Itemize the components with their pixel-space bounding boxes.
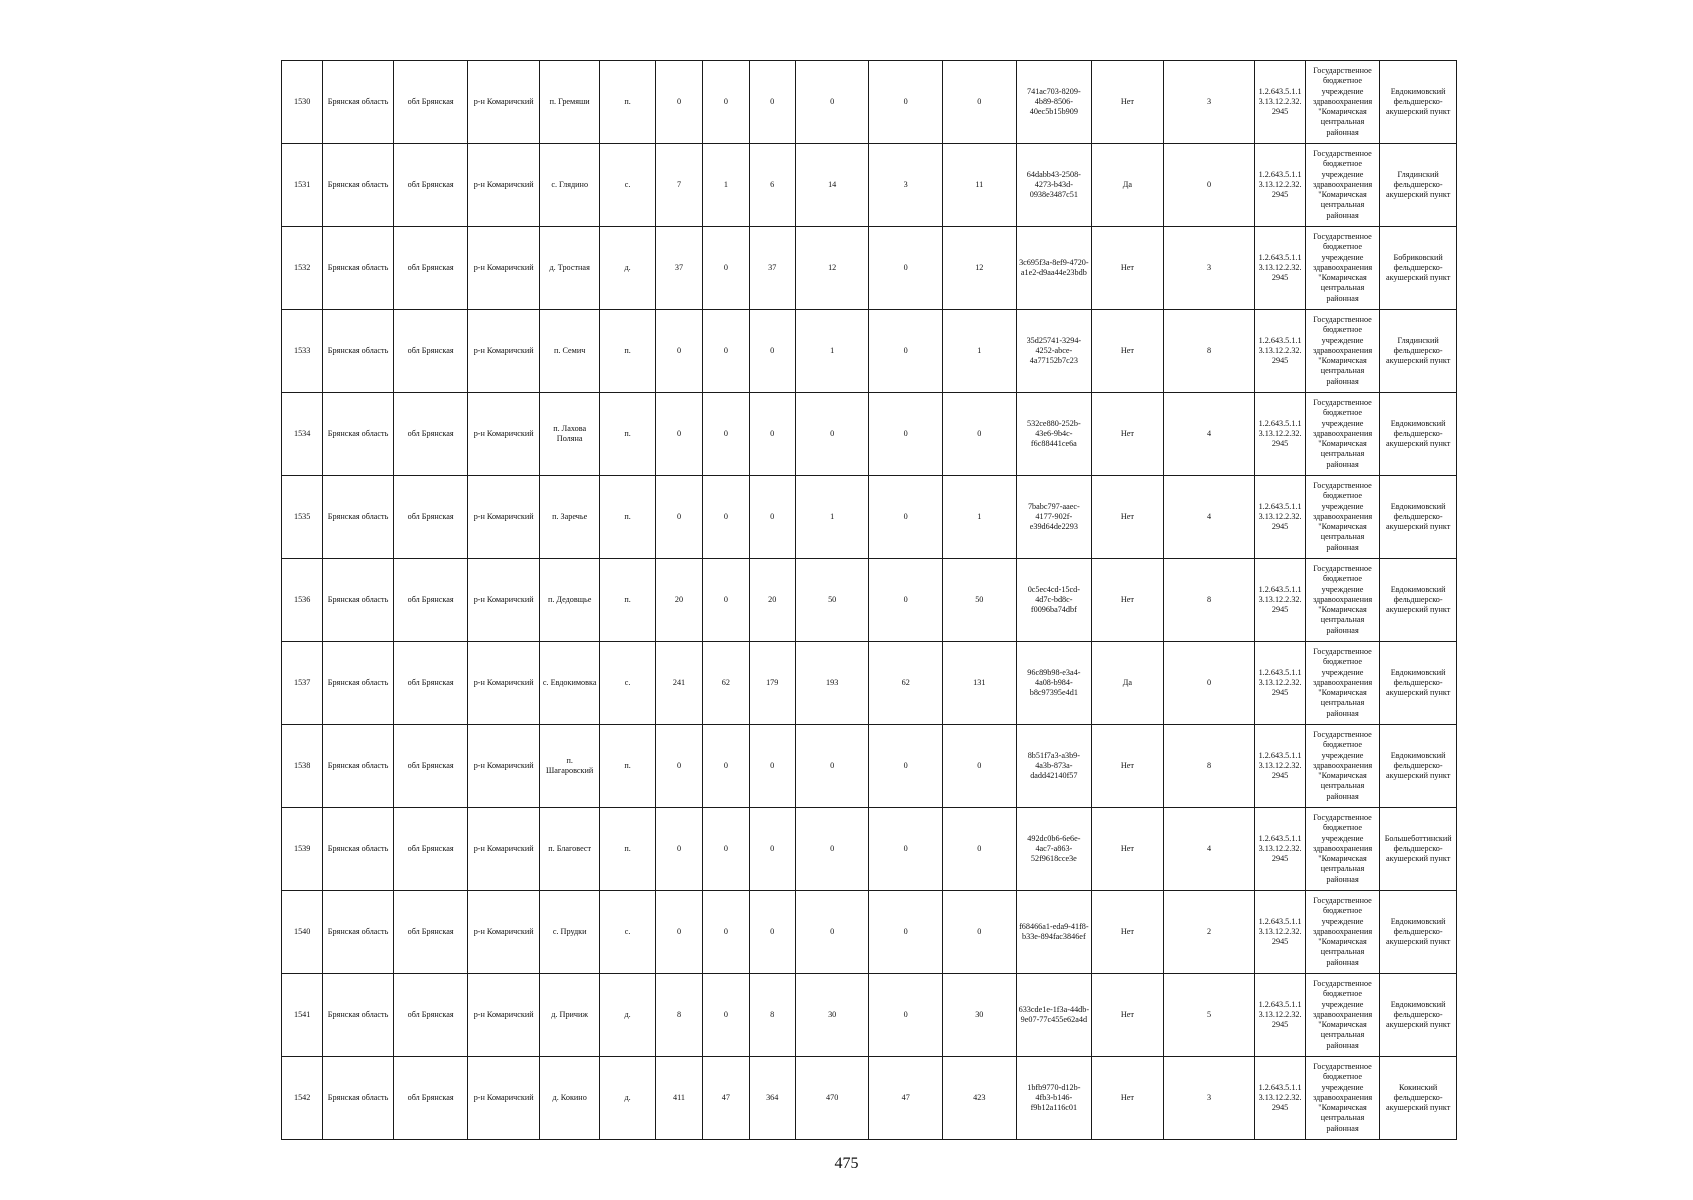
region-cell: Брянская область	[323, 725, 394, 808]
region-cell: Брянская область	[323, 808, 394, 891]
settlement-type-cell: п.	[600, 476, 655, 559]
district-cell: р-н Комаричский	[468, 1057, 540, 1140]
value-cell-4: 193	[795, 642, 869, 725]
oid-cell: 1.2.643.5.1.13.13.12.2.32.2945	[1255, 144, 1305, 227]
district-cell: р-н Комаричский	[468, 725, 540, 808]
organization-cell: Государственное бюджетное учреждение здравоохранения "Комаричская центральная районная	[1305, 559, 1380, 642]
value-cell-1: 411	[655, 1057, 702, 1140]
settlement-cell: п. Гремяши	[539, 61, 599, 144]
value-cell-4: 0	[795, 725, 869, 808]
oblast-cell: обл Брянская	[393, 310, 468, 393]
row-number: 1542	[282, 1057, 323, 1140]
flag-cell: Нет	[1092, 227, 1164, 310]
value-cell-2: 0	[703, 725, 749, 808]
value-cell-2: 0	[703, 61, 749, 144]
region-cell: Брянская область	[323, 61, 394, 144]
value-cell-5: 0	[869, 808, 943, 891]
value-cell-3: 0	[749, 61, 795, 144]
organization-cell: Государственное бюджетное учреждение здравоохранения "Комаричская центральная районная	[1305, 725, 1380, 808]
value-cell-4: 1	[795, 476, 869, 559]
code-cell: 8	[1163, 310, 1255, 393]
document-sheet	[281, 60, 1457, 1140]
oblast-cell: обл Брянская	[393, 725, 468, 808]
row-number: 1533	[282, 310, 323, 393]
value-cell-3: 0	[749, 725, 795, 808]
guid-cell: 532ce880-252b-43e6-9b4c-f6c88441ce6a	[1016, 393, 1092, 476]
row-number: 1537	[282, 642, 323, 725]
value-cell-5: 0	[869, 61, 943, 144]
district-cell: р-н Комаричский	[468, 974, 540, 1057]
oid-cell: 1.2.643.5.1.13.13.12.2.32.2945	[1255, 642, 1305, 725]
code-cell: 0	[1163, 144, 1255, 227]
code-cell: 5	[1163, 974, 1255, 1057]
value-cell-5: 0	[869, 310, 943, 393]
oblast-cell: обл Брянская	[393, 974, 468, 1057]
facility-cell: Евдокимовский фельдшерско-акушерский пункт	[1380, 974, 1457, 1057]
value-cell-1: 0	[655, 310, 702, 393]
code-cell: 2	[1163, 891, 1255, 974]
value-cell-1: 0	[655, 725, 702, 808]
flag-cell: Нет	[1092, 476, 1164, 559]
district-cell: р-н Комаричский	[468, 891, 540, 974]
district-cell: р-н Комаричский	[468, 310, 540, 393]
guid-cell: 7babc797-aaec-4177-902f-e39d64de2293	[1016, 476, 1092, 559]
value-cell-2: 0	[703, 559, 749, 642]
settlement-type-cell: д.	[600, 1057, 655, 1140]
settlement-cell: с. Глядино	[539, 144, 599, 227]
flag-cell: Нет	[1092, 974, 1164, 1057]
oid-cell: 1.2.643.5.1.13.13.12.2.32.2945	[1255, 725, 1305, 808]
table-row	[282, 61, 1457, 144]
value-cell-1: 241	[655, 642, 702, 725]
value-cell-6: 30	[943, 974, 1017, 1057]
district-cell: р-н Комаричский	[468, 227, 540, 310]
settlement-cell: д. Кокино	[539, 1057, 599, 1140]
table-row	[282, 476, 1457, 559]
guid-cell: f68466a1-eda9-41f8-b33e-894fac3846ef	[1016, 891, 1092, 974]
value-cell-2: 0	[703, 891, 749, 974]
value-cell-6: 1	[943, 310, 1017, 393]
guid-cell: 8b51f7a3-a3b9-4a3b-873a-dadd42140f57	[1016, 725, 1092, 808]
settlement-cell: п. Лахова Поляна	[539, 393, 599, 476]
value-cell-2: 0	[703, 227, 749, 310]
value-cell-1: 0	[655, 476, 702, 559]
value-cell-5: 62	[869, 642, 943, 725]
facility-cell: Глядинский фельдшерско-акушерский пункт	[1380, 144, 1457, 227]
value-cell-3: 364	[749, 1057, 795, 1140]
value-cell-5: 3	[869, 144, 943, 227]
settlement-type-cell: п.	[600, 61, 655, 144]
code-cell: 3	[1163, 61, 1255, 144]
oblast-cell: обл Брянская	[393, 476, 468, 559]
oblast-cell: обл Брянская	[393, 891, 468, 974]
organization-cell: Государственное бюджетное учреждение здравоохранения "Комаричская центральная районная	[1305, 476, 1380, 559]
value-cell-6: 131	[943, 642, 1017, 725]
facility-cell: Евдокимовский фельдшерско-акушерский пункт	[1380, 891, 1457, 974]
oblast-cell: обл Брянская	[393, 1057, 468, 1140]
settlement-cell: п. Заречье	[539, 476, 599, 559]
settlement-cell: д. Причиж	[539, 974, 599, 1057]
value-cell-4: 0	[795, 393, 869, 476]
value-cell-4: 14	[795, 144, 869, 227]
oid-cell: 1.2.643.5.1.13.13.12.2.32.2945	[1255, 891, 1305, 974]
value-cell-6: 12	[943, 227, 1017, 310]
settlement-cell: п. Семич	[539, 310, 599, 393]
settlement-type-cell: п.	[600, 808, 655, 891]
value-cell-1: 8	[655, 974, 702, 1057]
flag-cell: Нет	[1092, 61, 1164, 144]
organization-cell: Государственное бюджетное учреждение здравоохранения "Комаричская центральная районная	[1305, 393, 1380, 476]
value-cell-3: 6	[749, 144, 795, 227]
row-number: 1536	[282, 559, 323, 642]
oid-cell: 1.2.643.5.1.13.13.12.2.32.2945	[1255, 559, 1305, 642]
district-cell: р-н Комаричский	[468, 808, 540, 891]
oid-cell: 1.2.643.5.1.13.13.12.2.32.2945	[1255, 808, 1305, 891]
value-cell-2: 0	[703, 974, 749, 1057]
value-cell-5: 47	[869, 1057, 943, 1140]
code-cell: 0	[1163, 642, 1255, 725]
flag-cell: Нет	[1092, 310, 1164, 393]
value-cell-6: 50	[943, 559, 1017, 642]
table-row	[282, 144, 1457, 227]
facility-cell: Глядинский фельдшерско-акушерский пункт	[1380, 310, 1457, 393]
flag-cell: Нет	[1092, 559, 1164, 642]
oid-cell: 1.2.643.5.1.13.13.12.2.32.2945	[1255, 974, 1305, 1057]
value-cell-3: 0	[749, 891, 795, 974]
guid-cell: 633cde1e-1f3a-44db-9e07-77c455e62a4d	[1016, 974, 1092, 1057]
code-cell: 3	[1163, 1057, 1255, 1140]
code-cell: 3	[1163, 227, 1255, 310]
value-cell-4: 0	[795, 891, 869, 974]
table-row	[282, 891, 1457, 974]
code-cell: 8	[1163, 725, 1255, 808]
settlement-cell: д. Тростная	[539, 227, 599, 310]
value-cell-2: 62	[703, 642, 749, 725]
organization-cell: Государственное бюджетное учреждение здравоохранения "Комаричская центральная районная	[1305, 144, 1380, 227]
value-cell-1: 0	[655, 393, 702, 476]
oid-cell: 1.2.643.5.1.13.13.12.2.32.2945	[1255, 61, 1305, 144]
organization-cell: Государственное бюджетное учреждение здравоохранения "Комаричская центральная районная	[1305, 974, 1380, 1057]
code-cell: 4	[1163, 476, 1255, 559]
table-row	[282, 227, 1457, 310]
settlement-cell: п. Шагаровский	[539, 725, 599, 808]
value-cell-4: 12	[795, 227, 869, 310]
district-cell: р-н Комаричский	[468, 559, 540, 642]
settlement-cell: п. Благовест	[539, 808, 599, 891]
facility-cell: Большеботтинский фельдшерско-акушерский пункт	[1380, 808, 1457, 891]
table-row	[282, 808, 1457, 891]
settlement-type-cell: с.	[600, 144, 655, 227]
value-cell-2: 0	[703, 808, 749, 891]
flag-cell: Нет	[1092, 393, 1164, 476]
code-cell: 8	[1163, 559, 1255, 642]
table-row	[282, 393, 1457, 476]
settlements-table	[281, 60, 1457, 1140]
value-cell-5: 0	[869, 559, 943, 642]
value-cell-4: 470	[795, 1057, 869, 1140]
district-cell: р-н Комаричский	[468, 144, 540, 227]
table-row	[282, 725, 1457, 808]
value-cell-6: 0	[943, 725, 1017, 808]
row-number: 1541	[282, 974, 323, 1057]
value-cell-4: 1	[795, 310, 869, 393]
value-cell-3: 8	[749, 974, 795, 1057]
value-cell-6: 1	[943, 476, 1017, 559]
facility-cell: Евдокимовский фельдшерско-акушерский пункт	[1380, 61, 1457, 144]
value-cell-4: 50	[795, 559, 869, 642]
facility-cell: Евдокимовский фельдшерско-акушерский пункт	[1380, 559, 1457, 642]
code-cell: 4	[1163, 808, 1255, 891]
value-cell-3: 179	[749, 642, 795, 725]
region-cell: Брянская область	[323, 476, 394, 559]
row-number: 1538	[282, 725, 323, 808]
region-cell: Брянская область	[323, 144, 394, 227]
guid-cell: 64dabb43-2508-4273-b43d-0938e3487c51	[1016, 144, 1092, 227]
facility-cell: Евдокимовский фельдшерско-акушерский пункт	[1380, 725, 1457, 808]
facility-cell: Евдокимовский фельдшерско-акушерский пункт	[1380, 393, 1457, 476]
settlement-type-cell: д.	[600, 227, 655, 310]
guid-cell: 1bfb9770-d12b-4fb3-b146-f9b12a116c01	[1016, 1057, 1092, 1140]
facility-cell: Евдокимовский фельдшерско-акушерский пункт	[1380, 476, 1457, 559]
value-cell-2: 1	[703, 144, 749, 227]
table-row	[282, 1057, 1457, 1140]
guid-cell: 35d25741-3294-4252-abce-4a77152b7c23	[1016, 310, 1092, 393]
row-number: 1539	[282, 808, 323, 891]
value-cell-2: 0	[703, 393, 749, 476]
row-number: 1531	[282, 144, 323, 227]
settlement-cell: с. Евдокимовка	[539, 642, 599, 725]
oblast-cell: обл Брянская	[393, 227, 468, 310]
guid-cell: 741ac703-8209-4b89-8506-40ec5b15b909	[1016, 61, 1092, 144]
table-row	[282, 642, 1457, 725]
value-cell-1: 0	[655, 808, 702, 891]
oid-cell: 1.2.643.5.1.13.13.12.2.32.2945	[1255, 476, 1305, 559]
settlement-cell: п. Дедовщье	[539, 559, 599, 642]
row-number: 1540	[282, 891, 323, 974]
oblast-cell: обл Брянская	[393, 559, 468, 642]
table-row	[282, 559, 1457, 642]
organization-cell: Государственное бюджетное учреждение здравоохранения "Комаричская центральная районная	[1305, 310, 1380, 393]
value-cell-3: 0	[749, 393, 795, 476]
settlement-type-cell: п.	[600, 310, 655, 393]
flag-cell: Да	[1092, 144, 1164, 227]
row-number: 1530	[282, 61, 323, 144]
value-cell-6: 423	[943, 1057, 1017, 1140]
value-cell-5: 0	[869, 393, 943, 476]
value-cell-6: 0	[943, 61, 1017, 144]
region-cell: Брянская область	[323, 559, 394, 642]
settlement-type-cell: д.	[600, 974, 655, 1057]
flag-cell: Да	[1092, 642, 1164, 725]
settlement-type-cell: с.	[600, 642, 655, 725]
value-cell-6: 0	[943, 891, 1017, 974]
district-cell: р-н Комаричский	[468, 61, 540, 144]
value-cell-1: 0	[655, 61, 702, 144]
table-row	[282, 310, 1457, 393]
value-cell-3: 0	[749, 808, 795, 891]
facility-cell: Евдокимовский фельдшерско-акушерский пункт	[1380, 642, 1457, 725]
value-cell-5: 0	[869, 974, 943, 1057]
facility-cell: Кокинский фельдшерско-акушерский пункт	[1380, 1057, 1457, 1140]
organization-cell: Государственное бюджетное учреждение здравоохранения "Комаричская центральная районная	[1305, 61, 1380, 144]
settlement-type-cell: с.	[600, 891, 655, 974]
organization-cell: Государственное бюджетное учреждение здравоохранения "Комаричская центральная районная	[1305, 891, 1380, 974]
region-cell: Брянская область	[323, 974, 394, 1057]
settlement-type-cell: п.	[600, 559, 655, 642]
region-cell: Брянская область	[323, 642, 394, 725]
guid-cell: 3c695f3a-8ef9-4720-a1e2-d9aa44e23bdb	[1016, 227, 1092, 310]
flag-cell: Нет	[1092, 725, 1164, 808]
organization-cell: Государственное бюджетное учреждение здравоохранения "Комаричская центральная районная	[1305, 642, 1380, 725]
flag-cell: Нет	[1092, 891, 1164, 974]
value-cell-5: 0	[869, 476, 943, 559]
facility-cell: Бобриковский фельдшерско-акушерский пункт	[1380, 227, 1457, 310]
oblast-cell: обл Брянская	[393, 61, 468, 144]
value-cell-4: 0	[795, 808, 869, 891]
value-cell-6: 0	[943, 808, 1017, 891]
region-cell: Брянская область	[323, 227, 394, 310]
row-number: 1532	[282, 227, 323, 310]
organization-cell: Государственное бюджетное учреждение здравоохранения "Комаричская центральная районная	[1305, 1057, 1380, 1140]
page-number: 475	[834, 1155, 859, 1172]
settlement-type-cell: п.	[600, 393, 655, 476]
region-cell: Брянская область	[323, 1057, 394, 1140]
oblast-cell: обл Брянская	[393, 393, 468, 476]
row-number: 1534	[282, 393, 323, 476]
guid-cell: 96c89b98-e3a4-4a08-b984-b8c97395e4d1	[1016, 642, 1092, 725]
district-cell: р-н Комаричский	[468, 393, 540, 476]
table-row	[282, 974, 1457, 1057]
value-cell-2: 47	[703, 1057, 749, 1140]
value-cell-1: 37	[655, 227, 702, 310]
oid-cell: 1.2.643.5.1.13.13.12.2.32.2945	[1255, 310, 1305, 393]
value-cell-3: 0	[749, 310, 795, 393]
organization-cell: Государственное бюджетное учреждение здравоохранения "Комаричская центральная районная	[1305, 227, 1380, 310]
guid-cell: 0c5ec4cd-15cd-4d7c-bd8c-f0096ba74dbf	[1016, 559, 1092, 642]
value-cell-5: 0	[869, 227, 943, 310]
code-cell: 4	[1163, 393, 1255, 476]
oid-cell: 1.2.643.5.1.13.13.12.2.32.2945	[1255, 227, 1305, 310]
settlement-type-cell: п.	[600, 725, 655, 808]
region-cell: Брянская область	[323, 393, 394, 476]
value-cell-3: 0	[749, 476, 795, 559]
value-cell-3: 37	[749, 227, 795, 310]
settlement-cell: с. Прудки	[539, 891, 599, 974]
value-cell-2: 0	[703, 310, 749, 393]
row-number: 1535	[282, 476, 323, 559]
value-cell-1: 7	[655, 144, 702, 227]
organization-cell: Государственное бюджетное учреждение здравоохранения "Комаричская центральная районная	[1305, 808, 1380, 891]
value-cell-4: 30	[795, 974, 869, 1057]
value-cell-6: 0	[943, 393, 1017, 476]
oblast-cell: обл Брянская	[393, 144, 468, 227]
value-cell-5: 0	[869, 725, 943, 808]
flag-cell: Нет	[1092, 808, 1164, 891]
region-cell: Брянская область	[323, 891, 394, 974]
oblast-cell: обл Брянская	[393, 808, 468, 891]
value-cell-4: 0	[795, 61, 869, 144]
value-cell-1: 0	[655, 891, 702, 974]
guid-cell: 492dc0b6-6e6e-4ac7-a863-52f9618cce3e	[1016, 808, 1092, 891]
table-body	[282, 61, 1457, 1140]
flag-cell: Нет	[1092, 1057, 1164, 1140]
oid-cell: 1.2.643.5.1.13.13.12.2.32.2945	[1255, 1057, 1305, 1140]
value-cell-5: 0	[869, 891, 943, 974]
value-cell-1: 20	[655, 559, 702, 642]
district-cell: р-н Комаричский	[468, 642, 540, 725]
oid-cell: 1.2.643.5.1.13.13.12.2.32.2945	[1255, 393, 1305, 476]
value-cell-2: 0	[703, 476, 749, 559]
value-cell-6: 11	[943, 144, 1017, 227]
value-cell-3: 20	[749, 559, 795, 642]
oblast-cell: обл Брянская	[393, 642, 468, 725]
region-cell: Брянская область	[323, 310, 394, 393]
district-cell: р-н Комаричский	[468, 476, 540, 559]
